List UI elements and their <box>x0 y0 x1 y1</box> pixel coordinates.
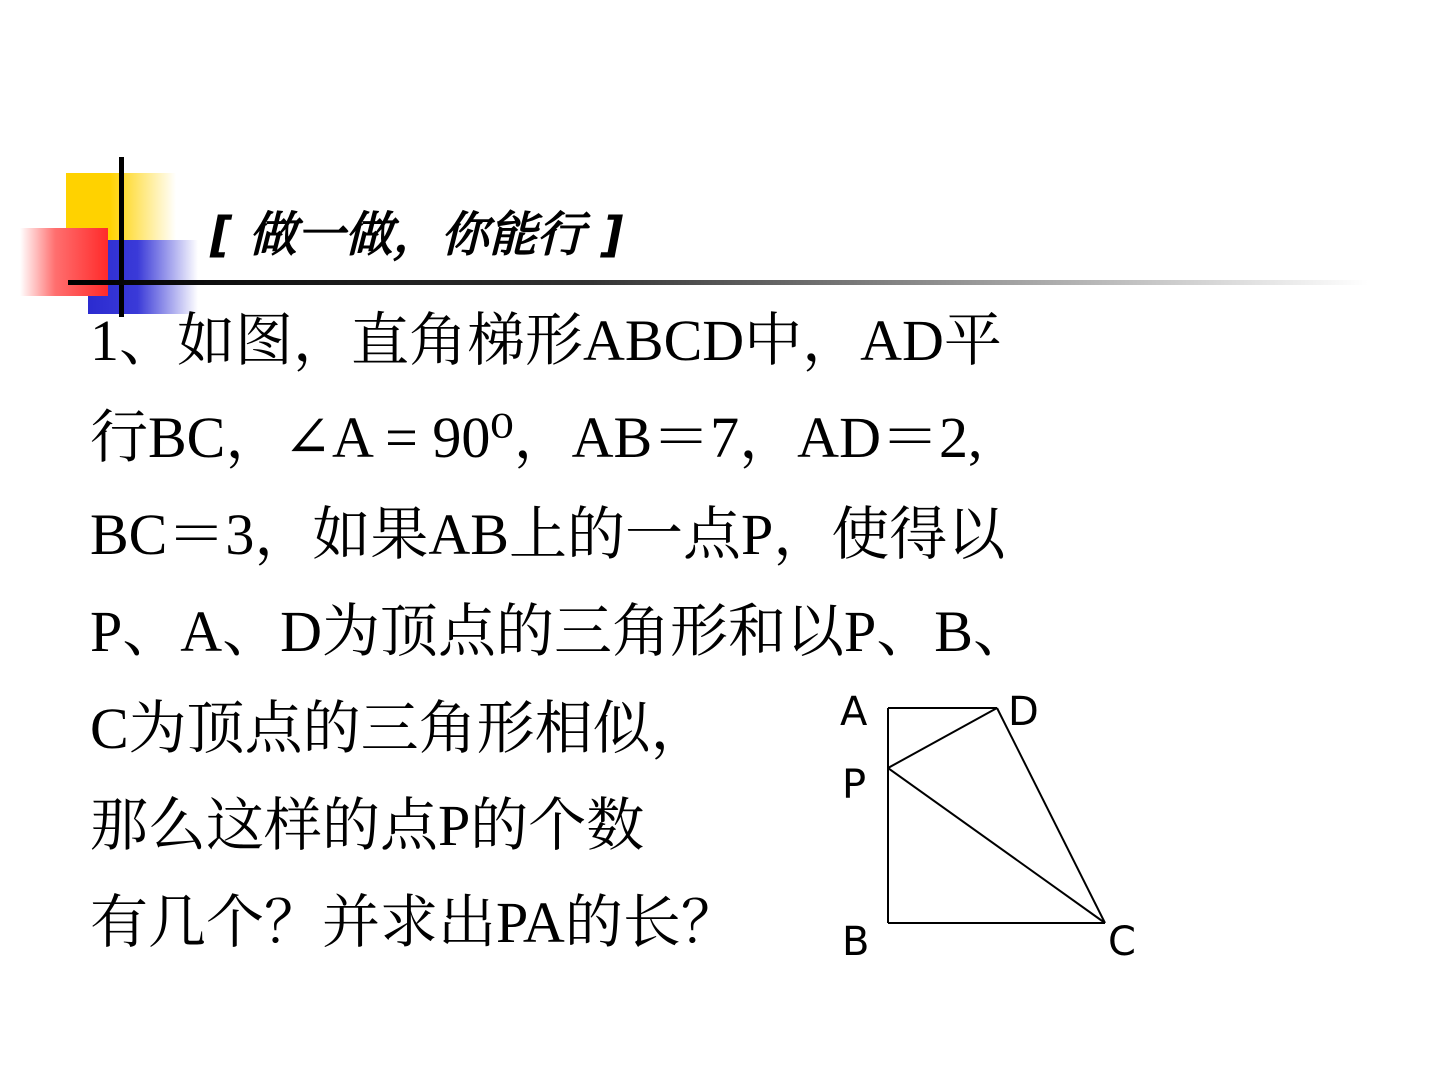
segment-pd <box>888 708 997 768</box>
label-b: B <box>842 919 870 965</box>
trapezoid-figure <box>830 680 1160 980</box>
problem-line: BC＝3，如果AB上的一点P，使得以 <box>90 502 1006 567</box>
problem-line: P、A、D为顶点的三角形和以P、B、 <box>90 599 1031 664</box>
problem-line: 有几个？并求出PA的长？ <box>90 890 739 955</box>
label-p: P <box>842 762 867 808</box>
title-underline <box>68 280 1368 285</box>
label-d: D <box>1008 689 1039 735</box>
problem-line: 行BC，∠A = 90⁰，AB＝7，AD＝2, <box>90 405 983 470</box>
label-a: A <box>840 689 868 735</box>
decor-red-square <box>20 228 108 296</box>
label-c: C <box>1108 919 1136 965</box>
edge-dc <box>997 708 1105 923</box>
problem-line: 1、如图，直角梯形ABCD中，AD平 <box>90 308 1002 373</box>
segment-pc <box>888 768 1105 923</box>
section-title: [ 做一做，你能行 ] <box>210 207 624 263</box>
problem-line: C为顶点的三角形相似， <box>90 696 709 761</box>
problem-line: 那么这样的点P的个数 <box>90 793 645 858</box>
